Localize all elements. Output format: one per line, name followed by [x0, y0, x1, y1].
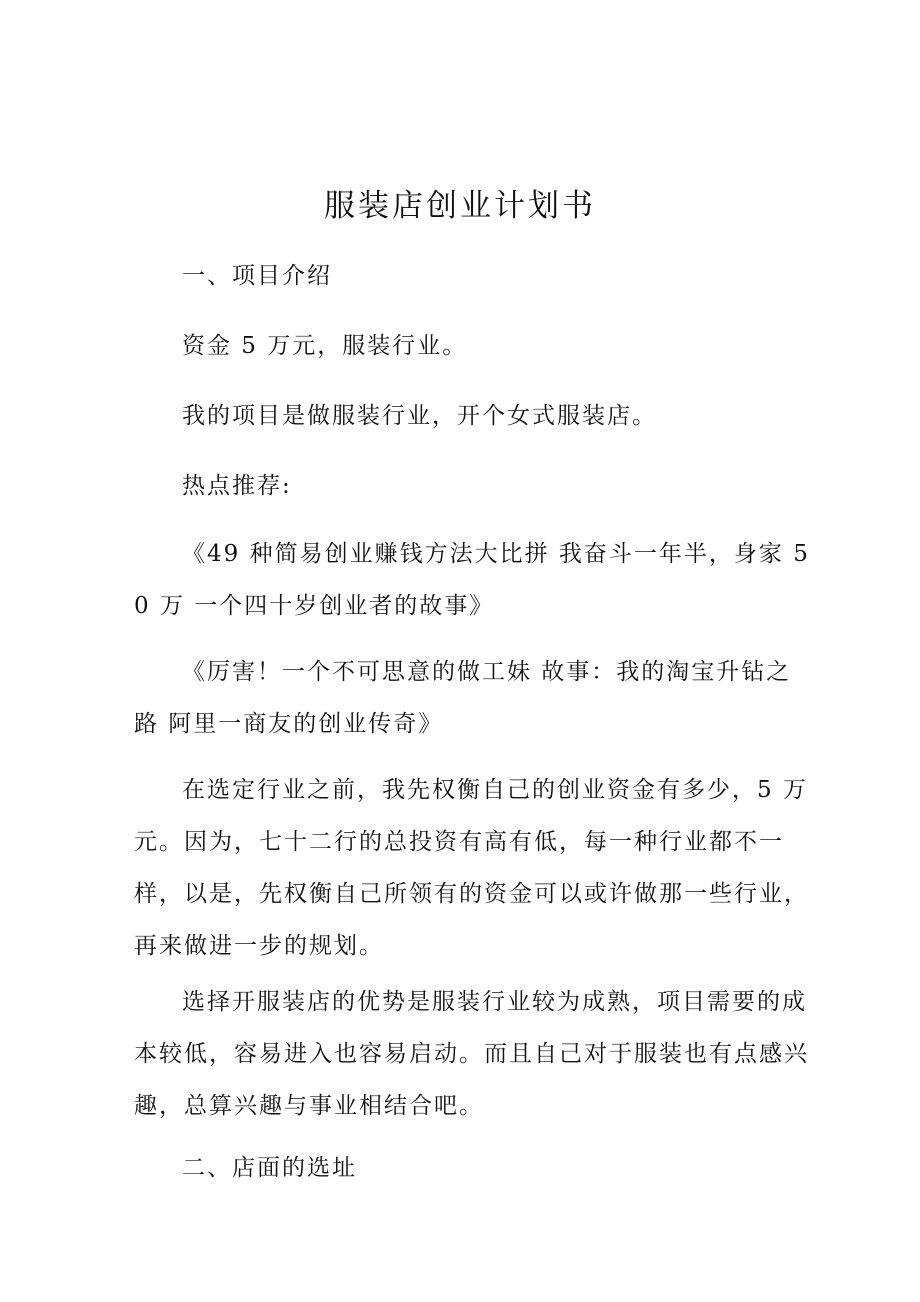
section-heading-store-location: 二、店面的选址	[182, 1155, 357, 1181]
section-heading-project-intro: 一、项目介绍	[182, 263, 332, 289]
paragraph-hot-recommend-label: 热点推荐:	[182, 473, 292, 499]
paragraph-recommend-2: 《厉害！一个不可思意的做工妹 故事：我的淘宝升钻之路 阿里一商友的创业传奇》	[134, 659, 792, 737]
document-title: 服装店创业计划书	[324, 188, 596, 224]
paragraph-capital: 在选定行业之前，我先权衡自己的创业资金有多少，5 万元。因为，七十二行的总投资有高有低，每一种行业都不一样，以是，先权衡自己所领有的资金可以或许做那一些行业，再来做进一步的规划。	[134, 777, 809, 959]
paragraph-project: 我的项目是做服装行业，开个女式服装店。	[182, 403, 657, 429]
paragraph-recommend-1: 《49 种简易创业赚钱方法大比拼 我奋斗一年半，身家 50 万 一个四十岁创业者的故事》	[134, 541, 810, 619]
paragraph-advantage: 选择开服装店的优势是服装行业较为成熟，项目需要的成本较低，容易进入也容易启动。而且自己对于服装也有点感兴趣，总算兴趣与事业相结合吧。	[134, 989, 809, 1119]
paragraph-funding: 资金 5 万元，服装行业。	[182, 333, 468, 359]
